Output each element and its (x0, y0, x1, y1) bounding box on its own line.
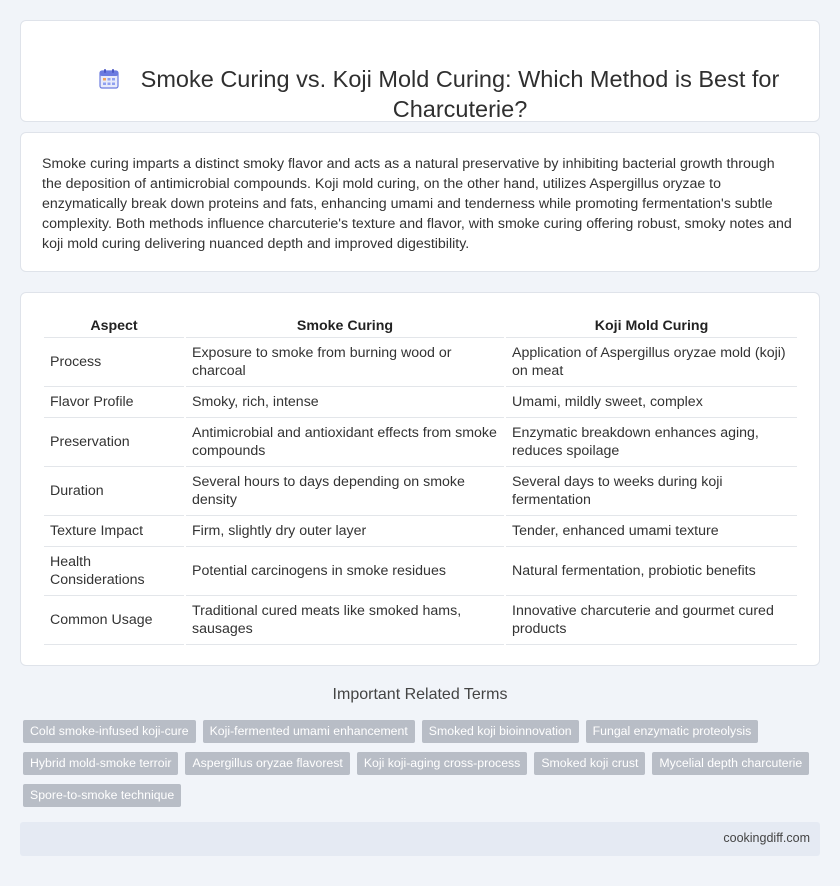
footer (20, 822, 820, 856)
koji-curing-cell: Enzymatic breakdown enhances aging, reduces spoilage (506, 418, 797, 467)
smoke-curing-cell: Antimicrobial and antioxidant effects from smoke compounds (186, 418, 504, 467)
aspect-cell: Flavor Profile (44, 387, 184, 418)
koji-curing-cell: Natural fermentation, probiotic benefits (506, 547, 797, 596)
aspect-cell: Common Usage (44, 596, 184, 645)
aspect-cell: Preservation (44, 418, 184, 467)
table-row (44, 418, 797, 467)
related-term-tag[interactable]: Koji-fermented umami enhancement (203, 720, 415, 743)
comparison-card (20, 292, 820, 666)
column-header-aspect: Aspect (44, 315, 184, 338)
smoke-curing-cell: Traditional cured meats like smoked hams, sausages (186, 596, 504, 645)
aspect-cell: Texture Impact (44, 516, 184, 547)
table-row (44, 516, 797, 547)
smoke-curing-cell: Potential carcinogens in smoke residues (186, 547, 504, 596)
aspect-cell: Duration (44, 467, 184, 516)
related-term-tag[interactable]: Aspergillus oryzae flavorest (185, 752, 349, 775)
related-term-tag[interactable]: Smoked koji bioinnovation (422, 720, 579, 743)
tag-row (23, 784, 803, 807)
tag-row (23, 752, 803, 775)
koji-curing-cell: Application of Aspergillus oryzae mold (koji) on meat (506, 338, 797, 387)
tag-row (23, 720, 803, 743)
intro-paragraph: Smoke curing imparts a distinct smoky flavor and acts as a natural preservative by inhibiting bacterial growth through the deposition of antimicrobial compounds. Koji mold curing, on the other hand, utilizes Aspergillus oryzae to enzymatically break down proteins and fats, enhancing umami and tenderness while promoting fermentation's subtle complexity. Both methods influence charcuterie's texture and flavor, with smoke curing offering robust, smoky notes and koji mold curing delivering nuanced depth and improved digestibility. (42, 156, 792, 252)
smoke-curing-cell: Exposure to smoke from burning wood or charcoal (186, 338, 504, 387)
table-header-row (44, 315, 797, 338)
related-terms-heading: Important Related Terms (332, 686, 508, 703)
related-term-tag[interactable]: Mycelial depth charcuterie (652, 752, 809, 775)
table-row (44, 467, 797, 516)
table-row (44, 547, 797, 596)
related-term-tag[interactable]: Fungal enzymatic proteolysis (586, 720, 759, 743)
koji-curing-cell: Several days to weeks during koji fermentation (506, 467, 797, 516)
page-title: Smoke Curing vs. Koji Mold Curing: Which Method is Best for Charcuterie? (140, 66, 780, 122)
column-header-koji-mold-curing: Koji Mold Curing (506, 315, 797, 338)
table-row (44, 387, 797, 418)
header-card (20, 20, 820, 122)
smoke-curing-cell: Smoky, rich, intense (186, 387, 504, 418)
comparison-table (42, 315, 799, 645)
related-term-tag[interactable]: Koji koji-aging cross-process (357, 752, 528, 775)
smoke-curing-cell: Firm, slightly dry outer layer (186, 516, 504, 547)
table-row (44, 596, 797, 645)
footer-site-link[interactable]: cookingdiff.com (723, 831, 810, 845)
aspect-cell: Health Considerations (44, 547, 184, 596)
koji-curing-cell: Umami, mildly sweet, complex (506, 387, 797, 418)
intro-card (20, 132, 820, 272)
aspect-cell: Process (44, 338, 184, 387)
related-terms-list (23, 720, 803, 816)
table-row (44, 338, 797, 387)
calendar-icon (98, 68, 120, 90)
smoke-curing-cell: Several hours to days depending on smoke density (186, 467, 504, 516)
related-term-tag[interactable]: Hybrid mold-smoke terroir (23, 752, 178, 775)
related-term-tag[interactable]: Spore-to-smoke technique (23, 784, 181, 807)
related-term-tag[interactable]: Smoked koji crust (534, 752, 645, 775)
related-term-tag[interactable]: Cold smoke-infused koji-cure (23, 720, 196, 743)
column-header-smoke-curing: Smoke Curing (186, 315, 504, 338)
koji-curing-cell: Innovative charcuterie and gourmet cured products (506, 596, 797, 645)
koji-curing-cell: Tender, enhanced umami texture (506, 516, 797, 547)
